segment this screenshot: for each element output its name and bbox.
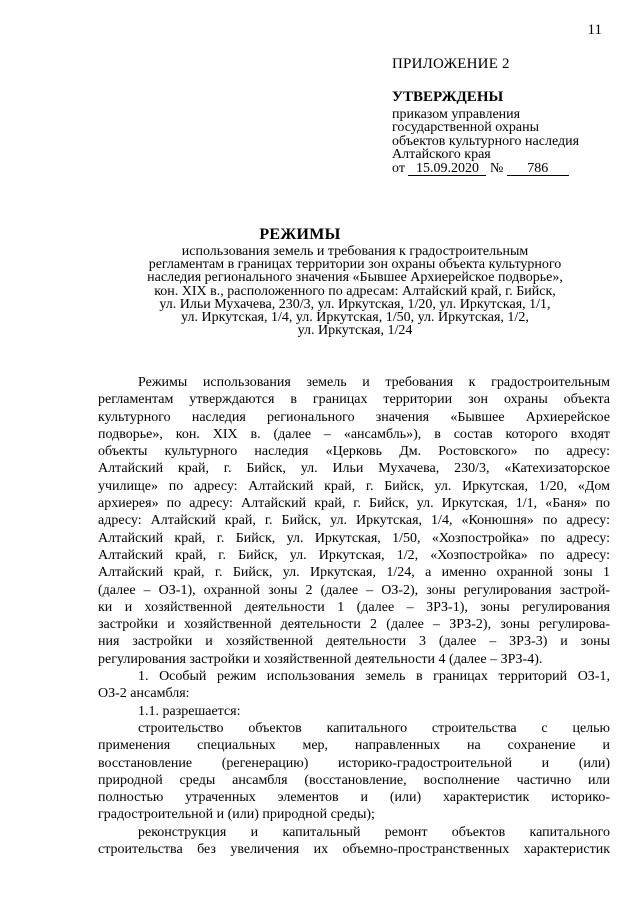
document-heading: РЕЖИМЫ xyxy=(259,226,341,243)
order-number: 786 xyxy=(507,162,569,177)
date-prefix: от xyxy=(392,160,405,176)
body-line: реконструкция и капитальный ремонт объектов капитального xyxy=(138,824,610,840)
subtitle-line: наследия регионального значения «Бывшее Архиерейское подворье», xyxy=(147,270,563,286)
number-label: № xyxy=(489,160,504,176)
body-line: культурного наследия регионального значения «Бывшее Архиерейское xyxy=(98,409,610,425)
body-line: строительство объектов капитального строительства с целью xyxy=(138,720,610,736)
body-line: училище» по адресу: Алтайский край, г. Бийск, ул. Иркутская, 1/20, «Дом xyxy=(98,478,610,494)
body-line: подворье», кон. XIX в. (далее – «ансамбль»), в состав которого входят xyxy=(98,426,610,442)
body-line: применения специальных мер, направленных на сохранение и xyxy=(98,738,610,754)
document-subtitle xyxy=(110,245,600,337)
approval-title: УТВЕРЖДЕНЫ xyxy=(392,89,504,105)
approval-line: государственной охраны xyxy=(392,120,540,135)
subtitle-line: ул. Иркутская, 1/24 xyxy=(297,323,413,339)
body-line: градостроительной и (или) природной среды); xyxy=(98,807,375,823)
body-line: ния застройки и хозяйственной деятельности 3 (далее – ЗРЗ-3) и зоны xyxy=(98,634,610,650)
body-line: Алтайский край, г. Бийск, ул. Иркутская, 1/2, «Хозпостройка» по адресу: xyxy=(98,547,610,563)
body-line: ОЗ-2 ансамбля: xyxy=(98,686,190,702)
subtitle-line: ул. Ильи Мухачева, 230/3, ул. Иркутская, 1/20, ул. Иркутская, 1/1, xyxy=(159,296,551,312)
body-line: ки и хозяйственной деятельности 1 (далее – ЗРЗ-1), зоны регулирования xyxy=(98,599,610,615)
body-line: застройки и хозяйственной деятельности 2 (далее – ЗРЗ-2), зоны регулирова- xyxy=(98,617,610,633)
body-line: регламентам утверждаются в границах территории зон охраны объекта xyxy=(98,392,610,408)
appendix-title: ПРИЛОЖЕНИЕ 2 xyxy=(392,56,510,72)
approval-block xyxy=(392,91,579,176)
body-line: полностью утраченных элементов и (или) характеристик историко- xyxy=(98,790,610,806)
body-line: 1.1. разрешается: xyxy=(138,703,241,719)
body-text xyxy=(98,374,610,858)
body-line: 1. Особый режим использования земель в границах территорий ОЗ-1, xyxy=(138,669,610,685)
approval-line: Алтайского края xyxy=(392,147,491,162)
approval-line: приказом управления xyxy=(392,106,521,122)
body-line: природной среды ансамбля (восстановление, восполнение частично или xyxy=(98,772,610,788)
body-line: восстановление (регенерацию) историко-градостроительной и (или) xyxy=(98,755,610,771)
body-line: Режимы использования земель и требования к градостроительным xyxy=(138,375,610,390)
subtitle-line: ул. Иркутская, 1/4, ул. Иркутская, 1/50, ул. Иркутская, 1/2, xyxy=(181,310,529,326)
body-line: архиерея» по адресу: Алтайский край, г. Бийск, ул. Иркутская, 1/1, «Баня» по xyxy=(98,496,610,512)
page-number: 11 xyxy=(587,22,602,38)
body-line: (далее – ОЗ-1), охранной зоны 2 (далее – ОЗ-2), зоны регулирования застрой- xyxy=(98,582,610,598)
body-line: регулирования застройки и хозяйственной деятельности 4 (далее – ЗРЗ-4). xyxy=(98,651,543,667)
body-line: строительства без увеличения их объемно-пространственных характеристик xyxy=(98,842,610,858)
order-date: 15.09.2020 xyxy=(408,162,486,177)
approval-line: объектов культурного наследия xyxy=(392,133,580,149)
order-line xyxy=(392,162,579,177)
body-line: адресу: Алтайский край, г. Бийск, ул. Иркутская, 1/4, «Конюшня» по адресу: xyxy=(98,513,610,529)
subtitle-line: использования земель и требования к градостроительным xyxy=(181,244,529,259)
body-line: Алтайский край, г. Бийск, ул. Иркутская, 1/50, «Хозпостройка» по адресу: xyxy=(98,530,610,546)
subtitle-line: регламентам в границах территории зон охраны объекта культурного xyxy=(148,257,562,273)
body-line: Алтайский край, г. Бийск, ул. Ильи Мухачева, 230/3, «Катехизаторское xyxy=(98,461,610,477)
subtitle-line: кон. XIX в., расположенного по адресам: Алтайский край, г. Бийск, xyxy=(154,283,556,299)
body-line: объекты культурного наследия «Церковь Дм. Ростовского» по адресу: xyxy=(98,444,610,460)
body-line: Алтайский край, г. Бийск, ул. Иркутская, 1/24, а именно охранной зоны 1 xyxy=(98,565,610,581)
